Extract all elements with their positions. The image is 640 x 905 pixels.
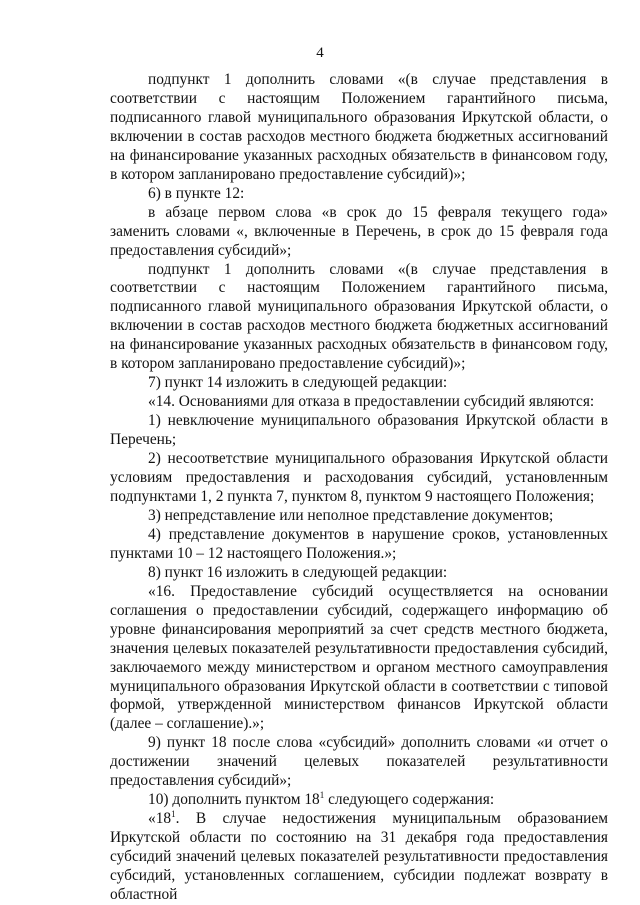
paragraph: в абзаце первом слова «в срок до 15 февраля текущего года» заменить словами «, включенные в Перечень, в срок до 15 февраля года предоставления субсидий»; — [110, 203, 608, 259]
text-run: «18 — [148, 810, 172, 828]
paragraph: 8) пункт 16 изложить в следующей редакции: — [148, 563, 448, 581]
paragraph-item-10 — [110, 791, 608, 810]
paragraph: подпункт 1 дополнить словами «(в случае представления в соответствии с настоящим Положением гарантийного письма, подписанного главой муниципального образования Иркутской области, о включении в состав расходов местного бюджета бюджетных ассигнований на финансирование указанных расходных обязательств в финансовом году, в котором запланировано предоставление субсидий)»; — [110, 71, 608, 183]
paragraph: 6) в пункте 12: — [148, 184, 245, 202]
text-run: следующего содержания: — [324, 791, 495, 809]
paragraph: 1) невключение муниципального образования Иркутской области в Перечень; — [110, 412, 608, 449]
paragraph: подпункт 1 дополнить словами «(в случае представления в соответствии с настоящим Положением гарантийного письма, подписанного главой муниципального образования Иркутской области, о включении в состав расходов местного бюджета бюджетных ассигнований на финансирование указанных расходных обязательств в финансовом году, в котором запланировано предоставление субсидий)»; — [110, 260, 608, 373]
paragraph: 3) непредставление или неполное представление документов; — [148, 506, 554, 524]
superscript: 1 — [319, 790, 325, 801]
paragraph: 4) представление документов в нарушение сроков, установленных пунктами 10 – 12 настоящего Положения.»; — [110, 525, 608, 562]
page-number: 4 — [316, 45, 324, 61]
superscript: 1 — [171, 809, 176, 820]
document-body — [110, 71, 608, 905]
paragraph-item-18-1 — [110, 810, 608, 905]
text-run: 10) дополнить пунктом 18 — [148, 791, 320, 809]
paragraph: 2) несоответствие муниципального образования Иркутской области условиям предоставления и расходования субсидий, установленным подпунктами 1, 2 пункта 7, пунктом 8, пунктом 9 настоящего Положения; — [110, 450, 608, 505]
paragraph: «14. Основаниями для отказа в предоставлении субсидий являются: — [148, 393, 595, 411]
text-run: . В случае недостижения муниципальным образованием Иркутской области по состоянию на 31 декабря года предоставления субсидий значений целевых показателей результативности предоставления субсидий, установленных соглашением, субсидии подлежат возврату в областной — [110, 810, 608, 903]
paragraph: 7) пункт 14 изложить в следующей редакции: — [148, 374, 448, 392]
paragraph: «16. Предоставление субсидий осуществляется на основании соглашения о предоставлении субсидий, содержащего информацию об уровне финансирования мероприятий за счет средств местного бюджета, значения целевых показателей результативности предоставления субсидий, заключаемого между министерством и органом местного самоуправления муниципального образования Иркутской области в соответствии с типовой формой, утвержденной министерством финансов Иркутской области (далее – соглашение).»; — [110, 582, 608, 733]
paragraph: 9) пункт 18 после слова «субсидий» дополнить словами «и отчет о достижении значений целевых показателей результативности предоставления субсидий»; — [110, 734, 608, 790]
